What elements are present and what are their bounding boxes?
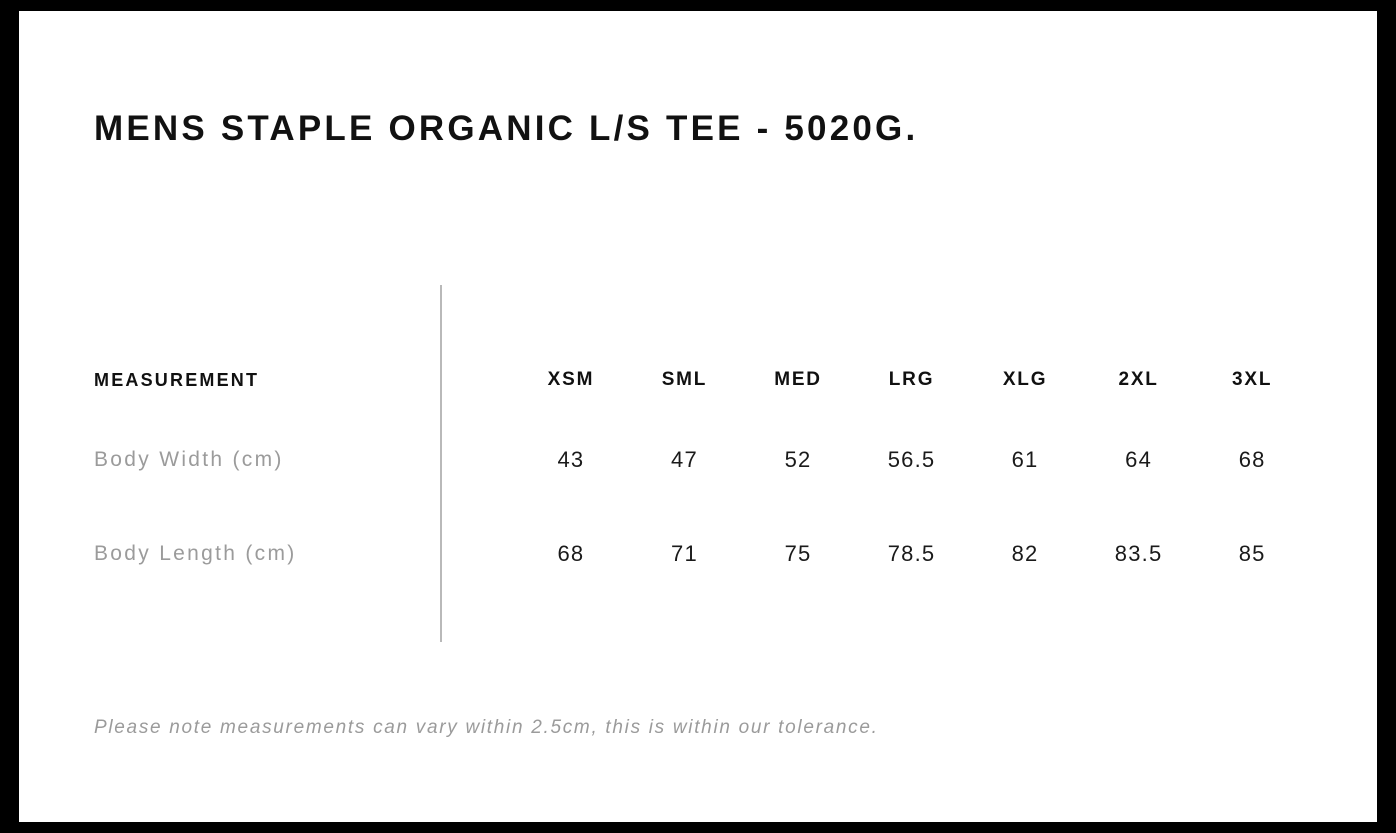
table-header-row xyxy=(94,347,1309,413)
cell-body-length-xlg: 82 xyxy=(1011,541,1039,566)
cell-body-length-sml: 71 xyxy=(671,541,698,566)
column-header-size-2xl: 2XL xyxy=(1118,369,1159,390)
cell-body-length-3xl: 85 xyxy=(1238,541,1266,566)
column-header-size-med: MED xyxy=(774,369,822,390)
cell-body-width-med: 52 xyxy=(784,447,812,472)
cell-body-width-3xl: 68 xyxy=(1238,447,1266,472)
column-header-size-sml: SML xyxy=(661,369,708,390)
size-chart-page xyxy=(19,11,1377,822)
cell-body-width-sml: 47 xyxy=(671,447,698,472)
page-title: MENS STAPLE ORGANIC L/S TEE - 5020G. xyxy=(94,109,919,148)
table-row xyxy=(94,507,1309,601)
column-header-size-xsm: XSM xyxy=(547,369,595,390)
size-chart-table xyxy=(94,347,1309,601)
cell-body-length-med: 75 xyxy=(784,541,812,566)
row-label-body-width: Body Width (cm) xyxy=(94,448,284,471)
cell-body-width-2xl: 64 xyxy=(1125,447,1153,472)
tolerance-note: Please note measurements can vary within 2.5cm, this is within our tolerance. xyxy=(94,717,879,738)
column-header-size-lrg: LRG xyxy=(888,369,935,390)
column-header-size-xlg: XLG xyxy=(1002,369,1048,390)
column-header-size-3xl: 3XL xyxy=(1232,369,1273,390)
table-row xyxy=(94,413,1309,507)
column-header-measurement: MEASUREMENT xyxy=(94,369,260,390)
cell-body-width-xsm: 43 xyxy=(557,447,585,472)
cell-body-length-2xl: 83.5 xyxy=(1114,541,1163,566)
row-label-body-length: Body Length (cm) xyxy=(94,542,297,565)
cell-body-width-xlg: 61 xyxy=(1011,447,1039,472)
cell-body-width-lrg: 56.5 xyxy=(887,447,936,472)
cell-body-length-xsm: 68 xyxy=(557,541,585,566)
cell-body-length-lrg: 78.5 xyxy=(887,541,936,566)
